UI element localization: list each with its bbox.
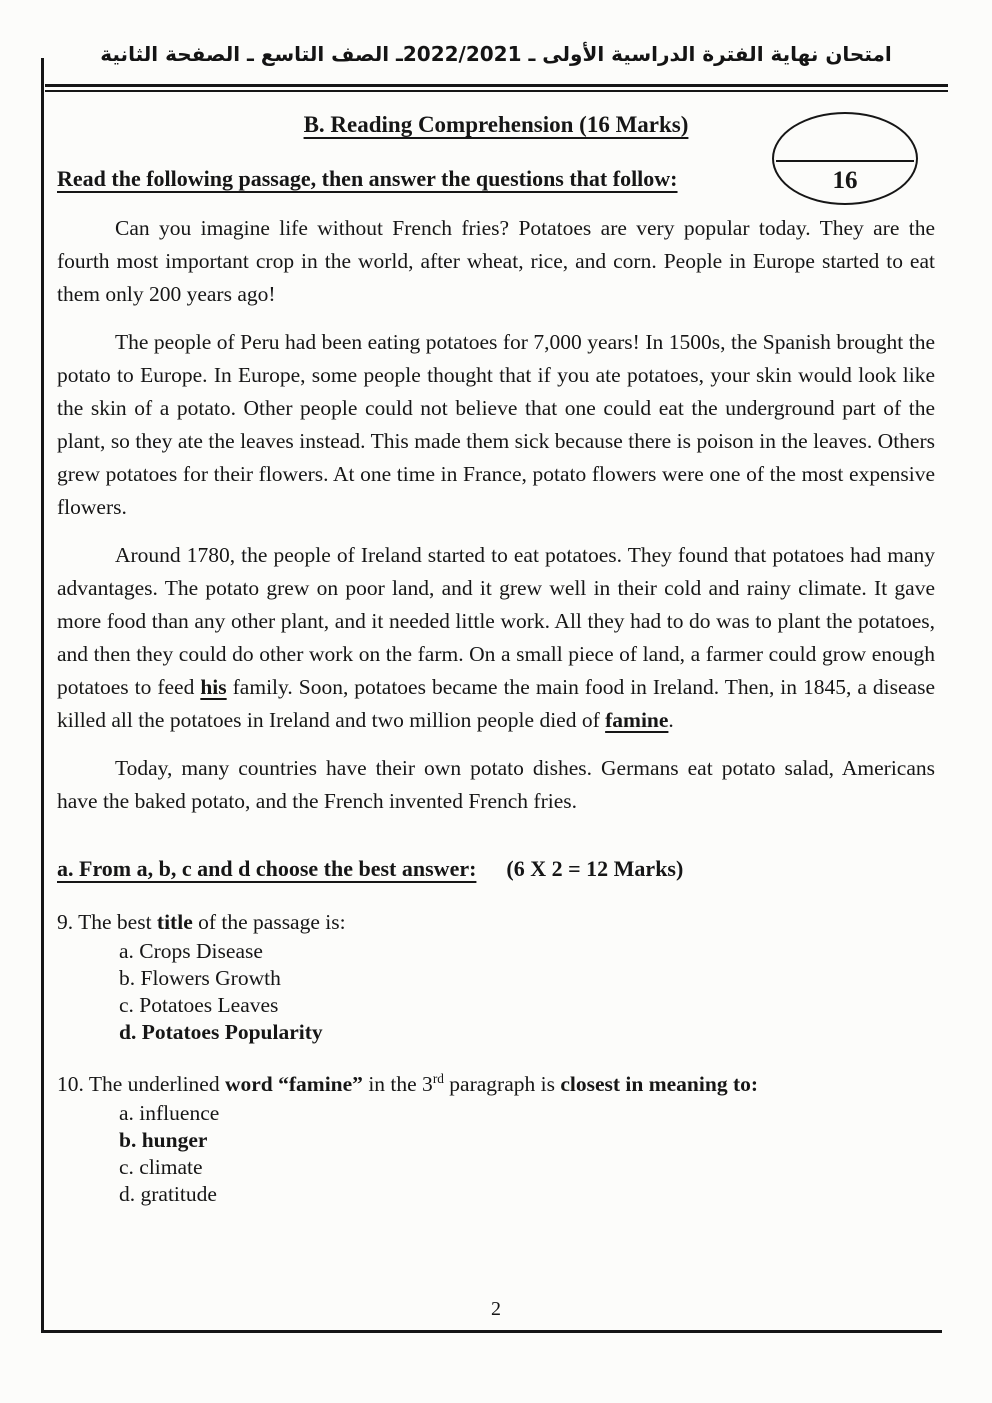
paragraph-3-text-2: family. Soon, potatoes became the main food in Ireland. Then, in 1845, a disease killed all the potatoes in Ireland and two million people died of <box>57 675 935 732</box>
arabic-header-title: امتحان نهاية الفترة الدراسية الأولى ـ 2022/2021ـ الصف التاسع ـ الصفحة الثانية <box>100 42 892 66</box>
passage-instruction <box>57 164 747 194</box>
question-10-stem-bold-1: word “famine” <box>224 1072 363 1096</box>
question-9-option-b: b. Flowers Growth <box>119 966 281 990</box>
underlined-word-famine: famine <box>605 708 669 732</box>
page-number: 2 <box>491 1298 501 1320</box>
question-10-stem <box>57 1070 935 1098</box>
question-10-stem-mid-1: in the 3 <box>362 1072 433 1096</box>
question-9 <box>57 908 935 1046</box>
section-a-header <box>57 854 935 884</box>
question-9-stem <box>57 908 935 936</box>
section-a-marks-label: (6 X 2 = 12 Marks) <box>506 856 684 881</box>
question-9-option-c: c. Potatoes Leaves <box>119 993 279 1017</box>
section-title-text: B. Reading Comprehension (16 Marks) <box>303 112 689 137</box>
header-divider-line <box>45 84 948 92</box>
question-9-option-d: d. Potatoes Popularity <box>119 1020 323 1044</box>
question-9-stem-pre: 9. The best <box>57 910 157 934</box>
question-9-stem-post: of the passage is: <box>192 910 346 934</box>
question-10-options <box>119 1100 935 1208</box>
question-9-options <box>119 938 935 1046</box>
paragraph-3-text-1: Around 1780, the people of Ireland started to eat potatoes. They found that potatoes had many advantages. The potato grew on poor land, and it grew well in their cold and rainy climate. It gave more food than any other plant, and it needed little work. All they had to do was to plant the potatoes, and then they could do other work on the farm. On a small piece of land, a farmer could grow enough potatoes to feed <box>57 543 935 699</box>
question-9-option-a: a. Crops Disease <box>119 939 263 963</box>
question-10-ordinal-superscript: rd <box>432 1070 444 1086</box>
underlined-word-his: his <box>200 675 227 699</box>
question-10-stem-mid-2: paragraph is <box>443 1072 561 1096</box>
question-10-option-a: a. influence <box>119 1101 220 1125</box>
paragraph-3-text-3: . <box>668 708 674 732</box>
passage-paragraph-2: The people of Peru had been eating potatoes for 7,000 years! In 1500s, the Spanish brought the potato to Europe. In Europe, some people thought that if you ate potatoes, your skin would look like the skin of a potato. Other people could not believe that one could eat the underground part of the plant, so they ate the leaves instead. This made them sick because there is poison in the leaves. Others grew potatoes for their flowers. At one time in France, potato flowers were one of the most expensive flowers. <box>57 330 935 519</box>
question-10 <box>57 1070 935 1208</box>
passage-paragraph-3 <box>57 539 935 737</box>
question-10-stem-bold-2: closest in meaning to: <box>560 1072 759 1096</box>
question-10-stem-pre: 10. The underlined <box>57 1072 225 1096</box>
score-value: 16 <box>832 167 858 194</box>
section-a-heading: a. From a, b, c and d choose the best answer: <box>57 856 477 881</box>
question-10-option-d: d. gratitude <box>119 1182 217 1206</box>
passage-paragraph-1: Can you imagine life without French fries? Potatoes are very popular today. They are the fourth most important crop in the world, after wheat, rice, and corn. People in Europe started to eat them only 200 years ago! <box>57 216 935 306</box>
section-title <box>57 110 935 140</box>
bottom-border-line <box>41 1330 942 1333</box>
question-9-stem-bold: title <box>156 910 193 934</box>
question-10-option-c: c. climate <box>119 1155 203 1179</box>
page-content <box>57 110 935 1208</box>
left-border-line <box>41 58 44 1333</box>
passage-paragraph-4: Today, many countries have their own potato dishes. Germans eat potato salad, Americans have the baked potato, and the French invented French fries. <box>57 756 935 813</box>
question-10-option-b: b. hunger <box>119 1128 208 1152</box>
passage-instruction-text: Read the following passage, then answer the questions that follow: <box>57 166 678 191</box>
